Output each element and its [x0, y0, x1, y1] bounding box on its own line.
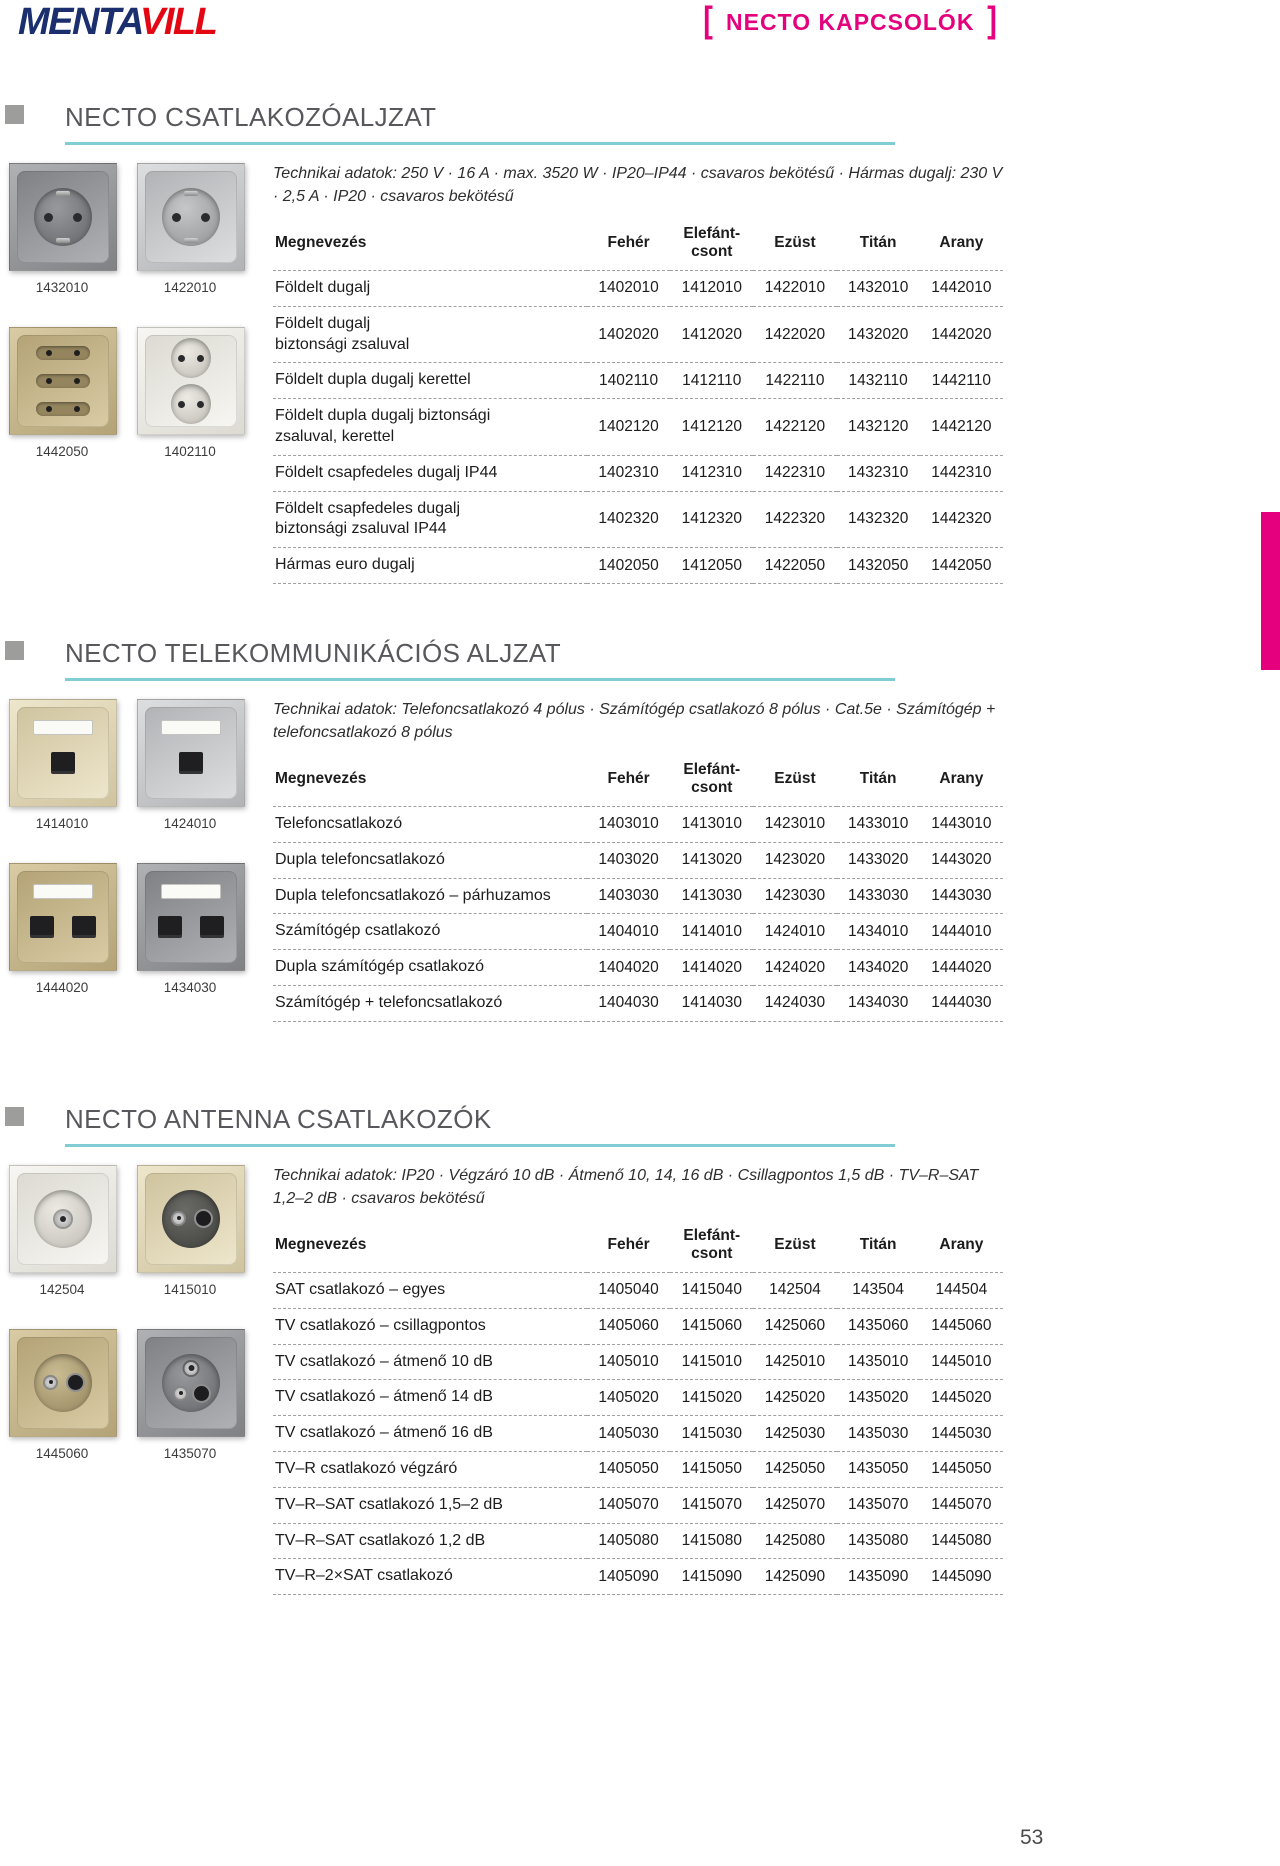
product-code: 1445020	[920, 1380, 1003, 1416]
product-code: 1415010	[670, 1344, 753, 1380]
product-code: 1402120	[587, 399, 670, 456]
product-photo	[9, 163, 115, 295]
iec-connector	[194, 1386, 209, 1401]
pin-hole	[44, 213, 53, 222]
product-row	[273, 914, 1003, 950]
product-code: 1433010	[837, 807, 920, 843]
product-photo	[137, 863, 243, 995]
column-header: Megnevezés	[273, 220, 587, 270]
product-code: 1435010	[837, 1344, 920, 1380]
product-code: 1442010	[920, 271, 1003, 307]
column-header: Ezüst	[753, 756, 836, 806]
product-code: 1423010	[753, 807, 836, 843]
product-code: 1402010	[587, 271, 670, 307]
product-code: 1442320	[920, 491, 1003, 548]
product-code: 1423030	[753, 878, 836, 914]
product-name: Telefoncsatlakozó	[273, 807, 587, 843]
product-code: 1415030	[670, 1416, 753, 1452]
product-code: 1435070	[837, 1487, 920, 1523]
product-code: 1444030	[920, 986, 1003, 1022]
product-code: 1425090	[753, 1559, 836, 1595]
pin-hole	[201, 213, 210, 222]
product-code: 1435090	[837, 1559, 920, 1595]
rj-jack	[30, 916, 54, 938]
product-code: 1413020	[670, 842, 753, 878]
product-code: 1445010	[920, 1344, 1003, 1380]
table-body	[273, 1272, 1003, 1594]
product-code: 1405090	[587, 1559, 670, 1595]
photo-code-label: 1434030	[163, 980, 217, 996]
product-code: 1444010	[920, 914, 1003, 950]
section-heading	[65, 1104, 895, 1147]
product-code: 1425020	[753, 1380, 836, 1416]
section-necto-telekommunikacios-aljzat	[0, 638, 1280, 1022]
photo-code-label: 1414010	[35, 816, 89, 832]
rj-socket-image	[9, 699, 117, 807]
rj-jack	[158, 916, 182, 938]
column-header: Fehér	[587, 220, 670, 270]
column-header: Elefánt- csont	[670, 756, 753, 806]
left-bracket-icon: [	[703, 0, 713, 40]
product-code: 1415070	[670, 1487, 753, 1523]
product-photos-column	[0, 699, 259, 1022]
table-header	[273, 1222, 1003, 1272]
product-code: 1432010	[837, 271, 920, 307]
pin-hole	[172, 213, 181, 222]
product-code: 1422020	[753, 306, 836, 363]
product-row	[273, 1559, 1003, 1595]
product-code: 1402310	[587, 455, 670, 491]
product-row	[273, 491, 1003, 548]
product-code: 1435050	[837, 1451, 920, 1487]
product-code: 1413030	[670, 878, 753, 914]
product-code: 1412120	[670, 399, 753, 456]
product-name: TV–R–2×SAT csatlakozó	[273, 1559, 587, 1595]
product-code: 1415020	[670, 1380, 753, 1416]
product-code-table	[273, 1222, 1003, 1595]
product-code: 1432110	[837, 363, 920, 399]
photo-code-label: 1445060	[35, 1445, 89, 1461]
product-row	[273, 1380, 1003, 1416]
product-name: Dupla telefoncsatlakozó	[273, 842, 587, 878]
product-code: 1404020	[587, 950, 670, 986]
section-necto-antenna-csatlakozok	[0, 1104, 1280, 1595]
product-code: 1432120	[837, 399, 920, 456]
f-connector	[185, 1362, 198, 1375]
product-code: 1412010	[670, 271, 753, 307]
product-code: 1432310	[837, 455, 920, 491]
product-name: Hármas euro dugalj	[273, 548, 587, 584]
product-name: TV–R–SAT csatlakozó 1,2 dB	[273, 1523, 587, 1559]
pin-hole	[73, 213, 82, 222]
product-name: Földelt csapfedeles dugalj IP44	[273, 455, 587, 491]
page-number: 53	[1020, 1826, 1044, 1849]
product-code: 1432320	[837, 491, 920, 548]
product-name: Földelt dugalj biztonsági zsaluval	[273, 306, 587, 363]
f-connector	[55, 1211, 71, 1227]
product-code: 1442310	[920, 455, 1003, 491]
rj-jack	[200, 916, 224, 938]
product-name: Földelt dupla dugalj kerettel	[273, 363, 587, 399]
product-code: 1425050	[753, 1451, 836, 1487]
product-code: 1412310	[670, 455, 753, 491]
category-banner	[702, 0, 998, 40]
rj-jack	[179, 752, 203, 774]
product-code: 1433020	[837, 842, 920, 878]
photo-code-label: 1422010	[163, 280, 217, 295]
rj-double-socket-image	[137, 863, 245, 971]
product-code: 1405060	[587, 1308, 670, 1344]
column-header: Elefánt- csont	[670, 1222, 753, 1272]
column-header: Megnevezés	[273, 1222, 587, 1272]
product-row	[273, 1272, 1003, 1308]
product-code: 1435080	[837, 1523, 920, 1559]
product-code: 142504	[753, 1272, 836, 1308]
product-code: 1402020	[587, 306, 670, 363]
product-code: 1422320	[753, 491, 836, 548]
product-code: 1403030	[587, 878, 670, 914]
coax-sat-socket-image	[9, 1165, 117, 1273]
schuko-double-socket-image	[137, 327, 245, 435]
product-code: 1432020	[837, 306, 920, 363]
section-bullet-square	[5, 1107, 24, 1126]
product-code: 1405050	[587, 1451, 670, 1487]
product-code: 1445080	[920, 1523, 1003, 1559]
iec-connector	[173, 1386, 188, 1401]
coax-double-socket-image	[9, 1329, 117, 1437]
table-header	[273, 756, 1003, 806]
product-code: 1425070	[753, 1487, 836, 1523]
product-name: Földelt dugalj	[273, 271, 587, 307]
photo-code-label: 1415010	[163, 1281, 217, 1297]
product-row	[273, 1451, 1003, 1487]
product-code: 1445090	[920, 1559, 1003, 1595]
product-code: 1405010	[587, 1344, 670, 1380]
product-name: TV csatlakozó – átmenő 10 dB	[273, 1344, 587, 1380]
product-row	[273, 1344, 1003, 1380]
product-code: 1412050	[670, 548, 753, 584]
table-header-row	[273, 756, 1003, 806]
product-code: 1405040	[587, 1272, 670, 1308]
product-row	[273, 842, 1003, 878]
coax-tv-socket-image	[137, 1165, 245, 1273]
product-code: 1402050	[587, 548, 670, 584]
antenna-disc	[34, 1190, 92, 1248]
product-code: 1443030	[920, 878, 1003, 914]
socket-recess	[162, 188, 220, 246]
antenna-disc	[162, 1190, 220, 1248]
section-heading	[65, 638, 895, 681]
product-row	[273, 363, 1003, 399]
photo-code-label: 1402110	[164, 444, 216, 459]
product-code: 1414020	[670, 950, 753, 986]
product-row	[273, 548, 1003, 584]
product-code: 1412020	[670, 306, 753, 363]
product-code: 1424020	[753, 950, 836, 986]
product-row	[273, 1487, 1003, 1523]
product-photo	[137, 1329, 243, 1461]
product-code: 144504	[920, 1272, 1003, 1308]
label-window	[161, 884, 221, 899]
product-photo	[137, 699, 243, 831]
technical-data-text	[273, 699, 1003, 744]
product-code: 1422050	[753, 548, 836, 584]
product-code: 1424030	[753, 986, 836, 1022]
sections-container	[0, 102, 1280, 1595]
product-code: 1405020	[587, 1380, 670, 1416]
product-name: TV csatlakozó – átmenő 14 dB	[273, 1380, 587, 1416]
page-header	[0, 0, 1280, 62]
column-header: Titán	[837, 220, 920, 270]
mentavill-logo	[18, 0, 216, 46]
product-code: 1412320	[670, 491, 753, 548]
product-name: TV csatlakozó – átmenő 16 dB	[273, 1416, 587, 1452]
product-photo	[9, 1329, 115, 1461]
product-code: 1435020	[837, 1380, 920, 1416]
product-code: 1422310	[753, 455, 836, 491]
product-row	[273, 1308, 1003, 1344]
product-code: 1402320	[587, 491, 670, 548]
product-name: Földelt dupla dugalj biztonsági zsaluval, kerettel	[273, 399, 587, 456]
rj-jack	[72, 916, 96, 938]
product-name: Földelt csapfedeles dugalj biztonsági zsaluval IP44	[273, 491, 587, 548]
right-bracket-icon: ]	[987, 0, 998, 40]
column-header: Megnevezés	[273, 756, 587, 806]
product-code: 1434020	[837, 950, 920, 986]
product-row	[273, 1416, 1003, 1452]
product-code-table	[273, 756, 1003, 1021]
column-header: Arany	[920, 756, 1003, 806]
column-header: Ezüst	[753, 220, 836, 270]
photo-code-label: 142504	[39, 1281, 85, 1297]
section-heading	[65, 102, 895, 145]
photo-code-label: 1444020	[35, 980, 89, 996]
product-photo	[9, 699, 115, 831]
photo-code-label: 1435070	[163, 1445, 217, 1461]
product-code: 1422010	[753, 271, 836, 307]
euro-triple-socket-image	[9, 327, 117, 435]
product-code: 1405080	[587, 1523, 670, 1559]
rj-socket-image	[137, 699, 245, 807]
product-name: SAT csatlakozó – egyes	[273, 1272, 587, 1308]
product-code: 1445070	[920, 1487, 1003, 1523]
column-header: Ezüst	[753, 1222, 836, 1272]
rj-double-socket-image	[9, 863, 117, 971]
product-code: 1444020	[920, 950, 1003, 986]
product-photo	[137, 163, 243, 295]
product-code: 1403020	[587, 842, 670, 878]
column-header: Titán	[837, 756, 920, 806]
pin-hole	[197, 355, 204, 362]
product-code: 1422120	[753, 399, 836, 456]
product-code: 1404010	[587, 914, 670, 950]
product-row	[273, 950, 1003, 986]
table-header-row	[273, 220, 1003, 270]
product-name: TV–R csatlakozó végzáró	[273, 1451, 587, 1487]
product-name: Számítógép csatlakozó	[273, 914, 587, 950]
side-tab-marker	[1261, 512, 1280, 670]
label-window	[33, 720, 93, 735]
column-header: Fehér	[587, 756, 670, 806]
product-code: 1402110	[587, 363, 670, 399]
product-code-table	[273, 220, 1003, 584]
section-title: NECTO ANTENNA CSATLAKOZÓK	[65, 1103, 492, 1134]
product-photo	[9, 1165, 115, 1297]
photo-code-label: 1442050	[35, 444, 89, 459]
section-necto-csatlakozoaljzat	[0, 102, 1280, 584]
table-header	[273, 220, 1003, 270]
product-code: 1415040	[670, 1272, 753, 1308]
ground-clip	[56, 238, 70, 243]
product-code: 1434030	[837, 986, 920, 1022]
euro-slot	[36, 402, 90, 416]
product-code: 1424010	[753, 914, 836, 950]
section-content	[273, 699, 1003, 1022]
column-header: Elefánt- csont	[670, 220, 753, 270]
section-title: NECTO TELEKOMMUNIKÁCIÓS ALJZAT	[65, 638, 561, 669]
product-code: 1403010	[587, 807, 670, 843]
table-body	[273, 807, 1003, 1022]
product-code: 1434010	[837, 914, 920, 950]
product-photo	[137, 1165, 243, 1297]
product-row	[273, 807, 1003, 843]
label-window	[161, 720, 221, 735]
section-content	[273, 163, 1003, 584]
socket-recess	[171, 384, 211, 424]
pin-hole	[178, 401, 185, 408]
table-header-row	[273, 1222, 1003, 1272]
antenna-disc	[34, 1354, 92, 1412]
logo-text-vill: VILL	[139, 1, 217, 43]
product-photos-column	[0, 163, 259, 584]
product-code: 1414030	[670, 986, 753, 1022]
product-code: 1425060	[753, 1308, 836, 1344]
product-photo	[9, 863, 115, 995]
tech-text: Technikai adatok: IP20 · Végzáró 10 dB · Átmenő 10, 14, 16 dB · Csillagpontos 1,5 dB · TV–R–SAT 1,2–2 dB · csavaros bekötésű	[273, 1166, 979, 1207]
product-name: Dupla telefoncsatlakozó – párhuzamos	[273, 878, 587, 914]
product-code: 1415060	[670, 1308, 753, 1344]
label-window	[33, 884, 93, 899]
product-code: 1445050	[920, 1451, 1003, 1487]
product-code: 1423020	[753, 842, 836, 878]
column-header: Arany	[920, 1222, 1003, 1272]
photo-code-label: 1432010	[35, 280, 89, 295]
pin-hole	[178, 355, 185, 362]
product-code: 1442120	[920, 399, 1003, 456]
schuko-socket-image	[137, 163, 245, 271]
tech-text: Technikai adatok: 250 V · 16 A · max. 3520 W · IP20–IP44 · csavaros bekötésű · Hármas dugalj: 230 V · 2,5 A · IP20 · csavaros bekötésű	[273, 165, 1003, 205]
technical-data-text	[273, 1165, 1003, 1210]
product-code: 1443020	[920, 842, 1003, 878]
table-body	[273, 271, 1003, 584]
ground-clip	[56, 191, 70, 196]
product-code: 1404030	[587, 986, 670, 1022]
section-title: NECTO CSATLAKOZÓALJZAT	[65, 102, 437, 132]
product-name: Dupla számítógép csatlakozó	[273, 950, 587, 986]
product-name: TV csatlakozó – csillagpontos	[273, 1308, 587, 1344]
pin-hole	[197, 401, 204, 408]
product-code: 1415080	[670, 1523, 753, 1559]
ground-clip	[184, 191, 198, 196]
product-code: 1433030	[837, 878, 920, 914]
product-code: 1415090	[670, 1559, 753, 1595]
product-photos-column	[0, 1165, 259, 1595]
product-code: 1442050	[920, 548, 1003, 584]
product-code: 1442110	[920, 363, 1003, 399]
iec-connector	[68, 1375, 83, 1390]
product-code: 1414010	[670, 914, 753, 950]
product-code: 1415050	[670, 1451, 753, 1487]
product-code: 1435060	[837, 1308, 920, 1344]
product-code: 1425080	[753, 1523, 836, 1559]
product-code: 1405070	[587, 1487, 670, 1523]
column-header: Titán	[837, 1222, 920, 1272]
category-title: NECTO KAPCSOLÓK	[726, 8, 975, 35]
product-row	[273, 271, 1003, 307]
column-header: Fehér	[587, 1222, 670, 1272]
product-code: 1422110	[753, 363, 836, 399]
socket-recess	[171, 338, 211, 378]
section-body	[0, 1165, 1280, 1595]
section-bullet-square	[5, 105, 24, 124]
antenna-disc	[162, 1354, 220, 1412]
product-name: Számítógép + telefoncsatlakozó	[273, 986, 587, 1022]
product-code: 1443010	[920, 807, 1003, 843]
tech-text: Technikai adatok: Telefoncsatlakozó 4 pólus · Számítógép csatlakozó 8 pólus · Cat.5e · Számítógép + telefoncsatlakozó 8 pólus	[273, 701, 996, 741]
socket-recess	[34, 188, 92, 246]
product-code: 1445060	[920, 1308, 1003, 1344]
schuko-socket-image	[9, 163, 117, 271]
section-body	[0, 163, 1280, 584]
product-code: 1413010	[670, 807, 753, 843]
product-photo	[137, 327, 243, 459]
euro-slot	[36, 374, 90, 388]
euro-slot	[36, 346, 90, 360]
product-name: TV–R–SAT csatlakozó 1,5–2 dB	[273, 1487, 587, 1523]
product-row	[273, 306, 1003, 363]
coax-triple-socket-image	[137, 1329, 245, 1437]
product-row	[273, 1523, 1003, 1559]
product-code: 1442020	[920, 306, 1003, 363]
product-code: 1445030	[920, 1416, 1003, 1452]
product-row	[273, 399, 1003, 456]
product-code: 143504	[837, 1272, 920, 1308]
product-row	[273, 878, 1003, 914]
column-header: Arany	[920, 220, 1003, 270]
product-row	[273, 986, 1003, 1022]
rj-jack	[51, 752, 75, 774]
product-code: 1425030	[753, 1416, 836, 1452]
product-code: 1405030	[587, 1416, 670, 1452]
iec-connector	[43, 1375, 58, 1390]
product-code: 1432050	[837, 548, 920, 584]
product-photo	[9, 327, 115, 459]
product-code: 1412110	[670, 363, 753, 399]
logo-text-menta: MENTA	[18, 1, 140, 43]
product-code: 1435030	[837, 1416, 920, 1452]
ground-clip	[184, 238, 198, 243]
iec-connector	[196, 1211, 211, 1226]
technical-data-text	[273, 163, 1003, 208]
section-body	[0, 699, 1280, 1022]
photo-code-label: 1424010	[163, 816, 217, 832]
product-row	[273, 455, 1003, 491]
iec-connector	[171, 1211, 186, 1226]
section-content	[273, 1165, 1003, 1595]
section-bullet-square	[5, 641, 24, 660]
product-code: 1425010	[753, 1344, 836, 1380]
